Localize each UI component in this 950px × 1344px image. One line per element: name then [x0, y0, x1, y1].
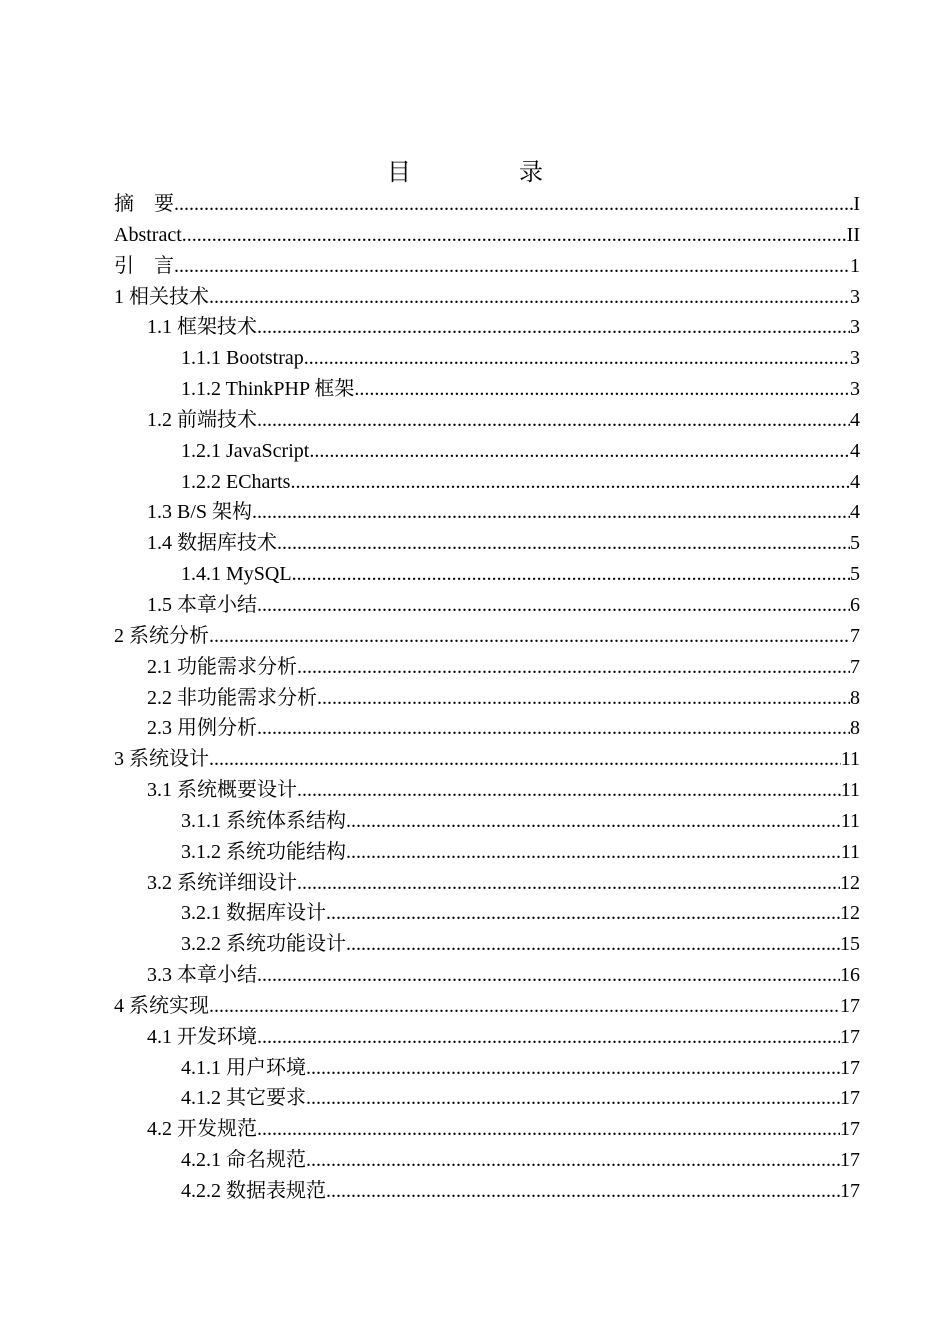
toc-entry[interactable] — [114, 1114, 860, 1145]
toc-entry-label: 摘 要 — [114, 193, 174, 215]
toc-entry-page-number: 11 — [840, 748, 860, 771]
toc-entry-page-number: 17 — [840, 1025, 860, 1048]
toc-leader-dots — [346, 929, 840, 960]
toc-entry-page-number: 3 — [850, 378, 860, 401]
toc-entry-label: 1.4.1 MySQL — [181, 563, 292, 586]
toc-leader-dots — [326, 1176, 840, 1207]
toc-entry-page-number: 17 — [840, 1056, 860, 1079]
toc-entry-label: 1.2.1 JavaScript — [181, 439, 310, 462]
toc-entry-label: 2.2 非功能需求分析 — [147, 686, 317, 709]
toc-entry[interactable] — [114, 251, 860, 282]
toc-entry[interactable] — [114, 312, 860, 343]
toc-entry-label: 1.2 前端技术 — [147, 408, 257, 431]
toc-entry-page-number: 1 — [850, 254, 860, 277]
toc-entry-label: 4.2.1 命名规范 — [181, 1149, 306, 1172]
toc-entry-page-number: 5 — [850, 532, 860, 555]
toc-leader-dots — [297, 775, 841, 806]
toc-entry-label: 2 系统分析 — [114, 624, 209, 647]
toc-entry-label: 2.1 功能需求分析 — [147, 655, 297, 678]
toc-leader-dots — [304, 343, 850, 374]
toc-entry-label: 1.1.1 Bootstrap — [181, 347, 304, 370]
toc-entry-label: 1.1 框架技术 — [147, 316, 257, 339]
toc-leader-dots — [309, 436, 850, 467]
toc-entry-page-number: 4 — [850, 470, 860, 493]
toc-entry-page-number: 4 — [850, 408, 860, 431]
toc-leader-dots — [257, 1114, 840, 1145]
toc-leader-dots — [354, 374, 850, 405]
toc-entry-label: 4.2 开发规范 — [147, 1118, 257, 1141]
toc-entry[interactable] — [114, 744, 860, 775]
toc-list — [114, 189, 860, 1207]
toc-entry[interactable] — [114, 775, 860, 806]
toc-entry[interactable] — [114, 1053, 860, 1084]
toc-entry-label: 1 相关技术 — [114, 285, 209, 308]
toc-entry-page-number: 3 — [850, 285, 860, 308]
toc-leader-dots — [174, 251, 850, 282]
toc-leader-dots — [306, 1083, 840, 1114]
toc-entry[interactable] — [114, 590, 860, 621]
toc-entry[interactable] — [114, 374, 860, 405]
toc-entry-label: 3.2 系统详细设计 — [147, 871, 297, 894]
toc-leader-dots — [209, 744, 841, 775]
toc-entry-label: 4.1.2 其它要求 — [181, 1087, 306, 1110]
toc-leader-dots — [209, 282, 850, 313]
toc-leader-dots — [174, 189, 853, 220]
toc-entry[interactable] — [114, 991, 860, 1022]
toc-entry[interactable] — [114, 189, 860, 220]
toc-entry-page-number: 5 — [850, 563, 860, 586]
toc-entry-page-number: 11 — [840, 809, 860, 832]
toc-entry[interactable] — [114, 559, 860, 590]
toc-entry-page-number: 17 — [840, 1118, 860, 1141]
toc-entry-page-number: 11 — [840, 840, 860, 863]
toc-leader-dots — [257, 312, 850, 343]
toc-entry-page-number: 8 — [850, 686, 860, 709]
toc-leader-dots — [346, 806, 841, 837]
toc-entry-page-number: 17 — [840, 1087, 860, 1110]
toc-entry[interactable] — [114, 528, 860, 559]
toc-entry-label: 4.1 开发环境 — [147, 1025, 257, 1048]
toc-entry[interactable] — [114, 343, 860, 374]
toc-entry-label: 4.2.2 数据表规范 — [181, 1180, 326, 1202]
toc-leader-dots — [306, 1145, 840, 1176]
toc-entry[interactable] — [114, 713, 860, 744]
toc-entry[interactable] — [114, 960, 860, 991]
toc-leader-dots — [306, 1053, 840, 1084]
toc-leader-dots — [297, 652, 850, 683]
toc-entry-page-number: 8 — [850, 717, 860, 740]
toc-leader-dots — [346, 837, 841, 868]
toc-entry-page-number: 7 — [850, 655, 860, 678]
toc-entry-page-number: 3 — [850, 347, 860, 370]
toc-entry-page-number: 17 — [840, 994, 860, 1017]
toc-entry-page-number: 4 — [850, 439, 860, 462]
toc-entry-label: 3.2.1 数据库设计 — [181, 902, 326, 925]
toc-entry-page-number: II — [846, 223, 860, 246]
toc-entry[interactable] — [114, 436, 860, 467]
toc-entry[interactable] — [114, 898, 860, 929]
toc-entry[interactable] — [114, 1176, 860, 1207]
toc-entry[interactable] — [114, 467, 860, 498]
toc-entry-page-number: 17 — [840, 1180, 860, 1202]
toc-entry[interactable] — [114, 1145, 860, 1176]
toc-entry-label: 2.3 用例分析 — [147, 717, 257, 740]
toc-entry-label: 1.2.2 ECharts — [181, 470, 291, 493]
toc-leader-dots — [257, 1022, 840, 1053]
toc-entry[interactable] — [114, 220, 860, 251]
toc-entry[interactable] — [114, 621, 860, 652]
toc-entry-label: 3.3 本章小结 — [147, 964, 257, 987]
toc-entry-page-number: 12 — [840, 902, 860, 925]
toc-entry[interactable] — [114, 1022, 860, 1053]
toc-leader-dots — [257, 960, 840, 991]
toc-entry[interactable] — [114, 683, 860, 714]
toc-leader-dots — [252, 497, 850, 528]
toc-entry-page-number: I — [853, 193, 860, 215]
toc-entry-label: 1.4 数据库技术 — [147, 532, 277, 555]
toc-entry-label: 3.1 系统概要设计 — [147, 779, 297, 802]
toc-entry-label: 3 系统设计 — [114, 748, 209, 771]
toc-entry[interactable] — [114, 652, 860, 683]
toc-leader-dots — [297, 868, 840, 899]
toc-entry[interactable] — [114, 497, 860, 528]
toc-leader-dots — [292, 559, 850, 590]
toc-entry-label: Abstract — [114, 223, 182, 246]
toc-entry-page-number: 7 — [850, 624, 860, 647]
toc-leader-dots — [317, 683, 850, 714]
toc-entry-page-number: 4 — [850, 501, 860, 524]
toc-entry-page-number: 16 — [840, 964, 860, 987]
toc-entry-label: 3.2.2 系统功能设计 — [181, 933, 346, 956]
toc-entry[interactable] — [114, 282, 860, 313]
toc-entry-label: 1.1.2 ThinkPHP 框架 — [181, 378, 355, 401]
toc-leader-dots — [182, 220, 847, 251]
toc-entry[interactable] — [114, 837, 860, 868]
toc-entry[interactable] — [114, 806, 860, 837]
toc-entry[interactable] — [114, 868, 860, 899]
toc-entry[interactable] — [114, 929, 860, 960]
toc-entry-page-number: 3 — [850, 316, 860, 339]
toc-entry-page-number: 17 — [840, 1149, 860, 1172]
toc-entry-page-number: 11 — [840, 779, 860, 802]
toc-leader-dots — [209, 991, 840, 1022]
toc-leader-dots — [209, 621, 850, 652]
toc-leader-dots — [290, 467, 850, 498]
toc-entry-page-number: 6 — [850, 593, 860, 616]
toc-entry-page-number: 12 — [840, 871, 860, 894]
toc-title: 目 录 — [387, 160, 585, 186]
toc-entry-label: 1.5 本章小结 — [147, 593, 257, 616]
toc-entry-label: 1.3 B/S 架构 — [147, 501, 253, 524]
toc-entry-label: 3.1.1 系统体系结构 — [181, 809, 346, 832]
toc-leader-dots — [257, 713, 850, 744]
toc-leader-dots — [257, 405, 850, 436]
toc-leader-dots — [257, 590, 850, 621]
toc-entry-label: 4 系统实现 — [114, 994, 209, 1017]
toc-leader-dots — [326, 898, 840, 929]
toc-entry-label: 引 言 — [114, 254, 174, 277]
toc-entry-page-number: 15 — [840, 933, 860, 956]
toc-entry-label: 4.1.1 用户环境 — [181, 1056, 306, 1079]
toc-leader-dots — [277, 528, 850, 559]
toc-entry-label: 3.1.2 系统功能结构 — [181, 840, 346, 863]
toc-entry[interactable] — [114, 1083, 860, 1114]
toc-entry[interactable] — [114, 405, 860, 436]
